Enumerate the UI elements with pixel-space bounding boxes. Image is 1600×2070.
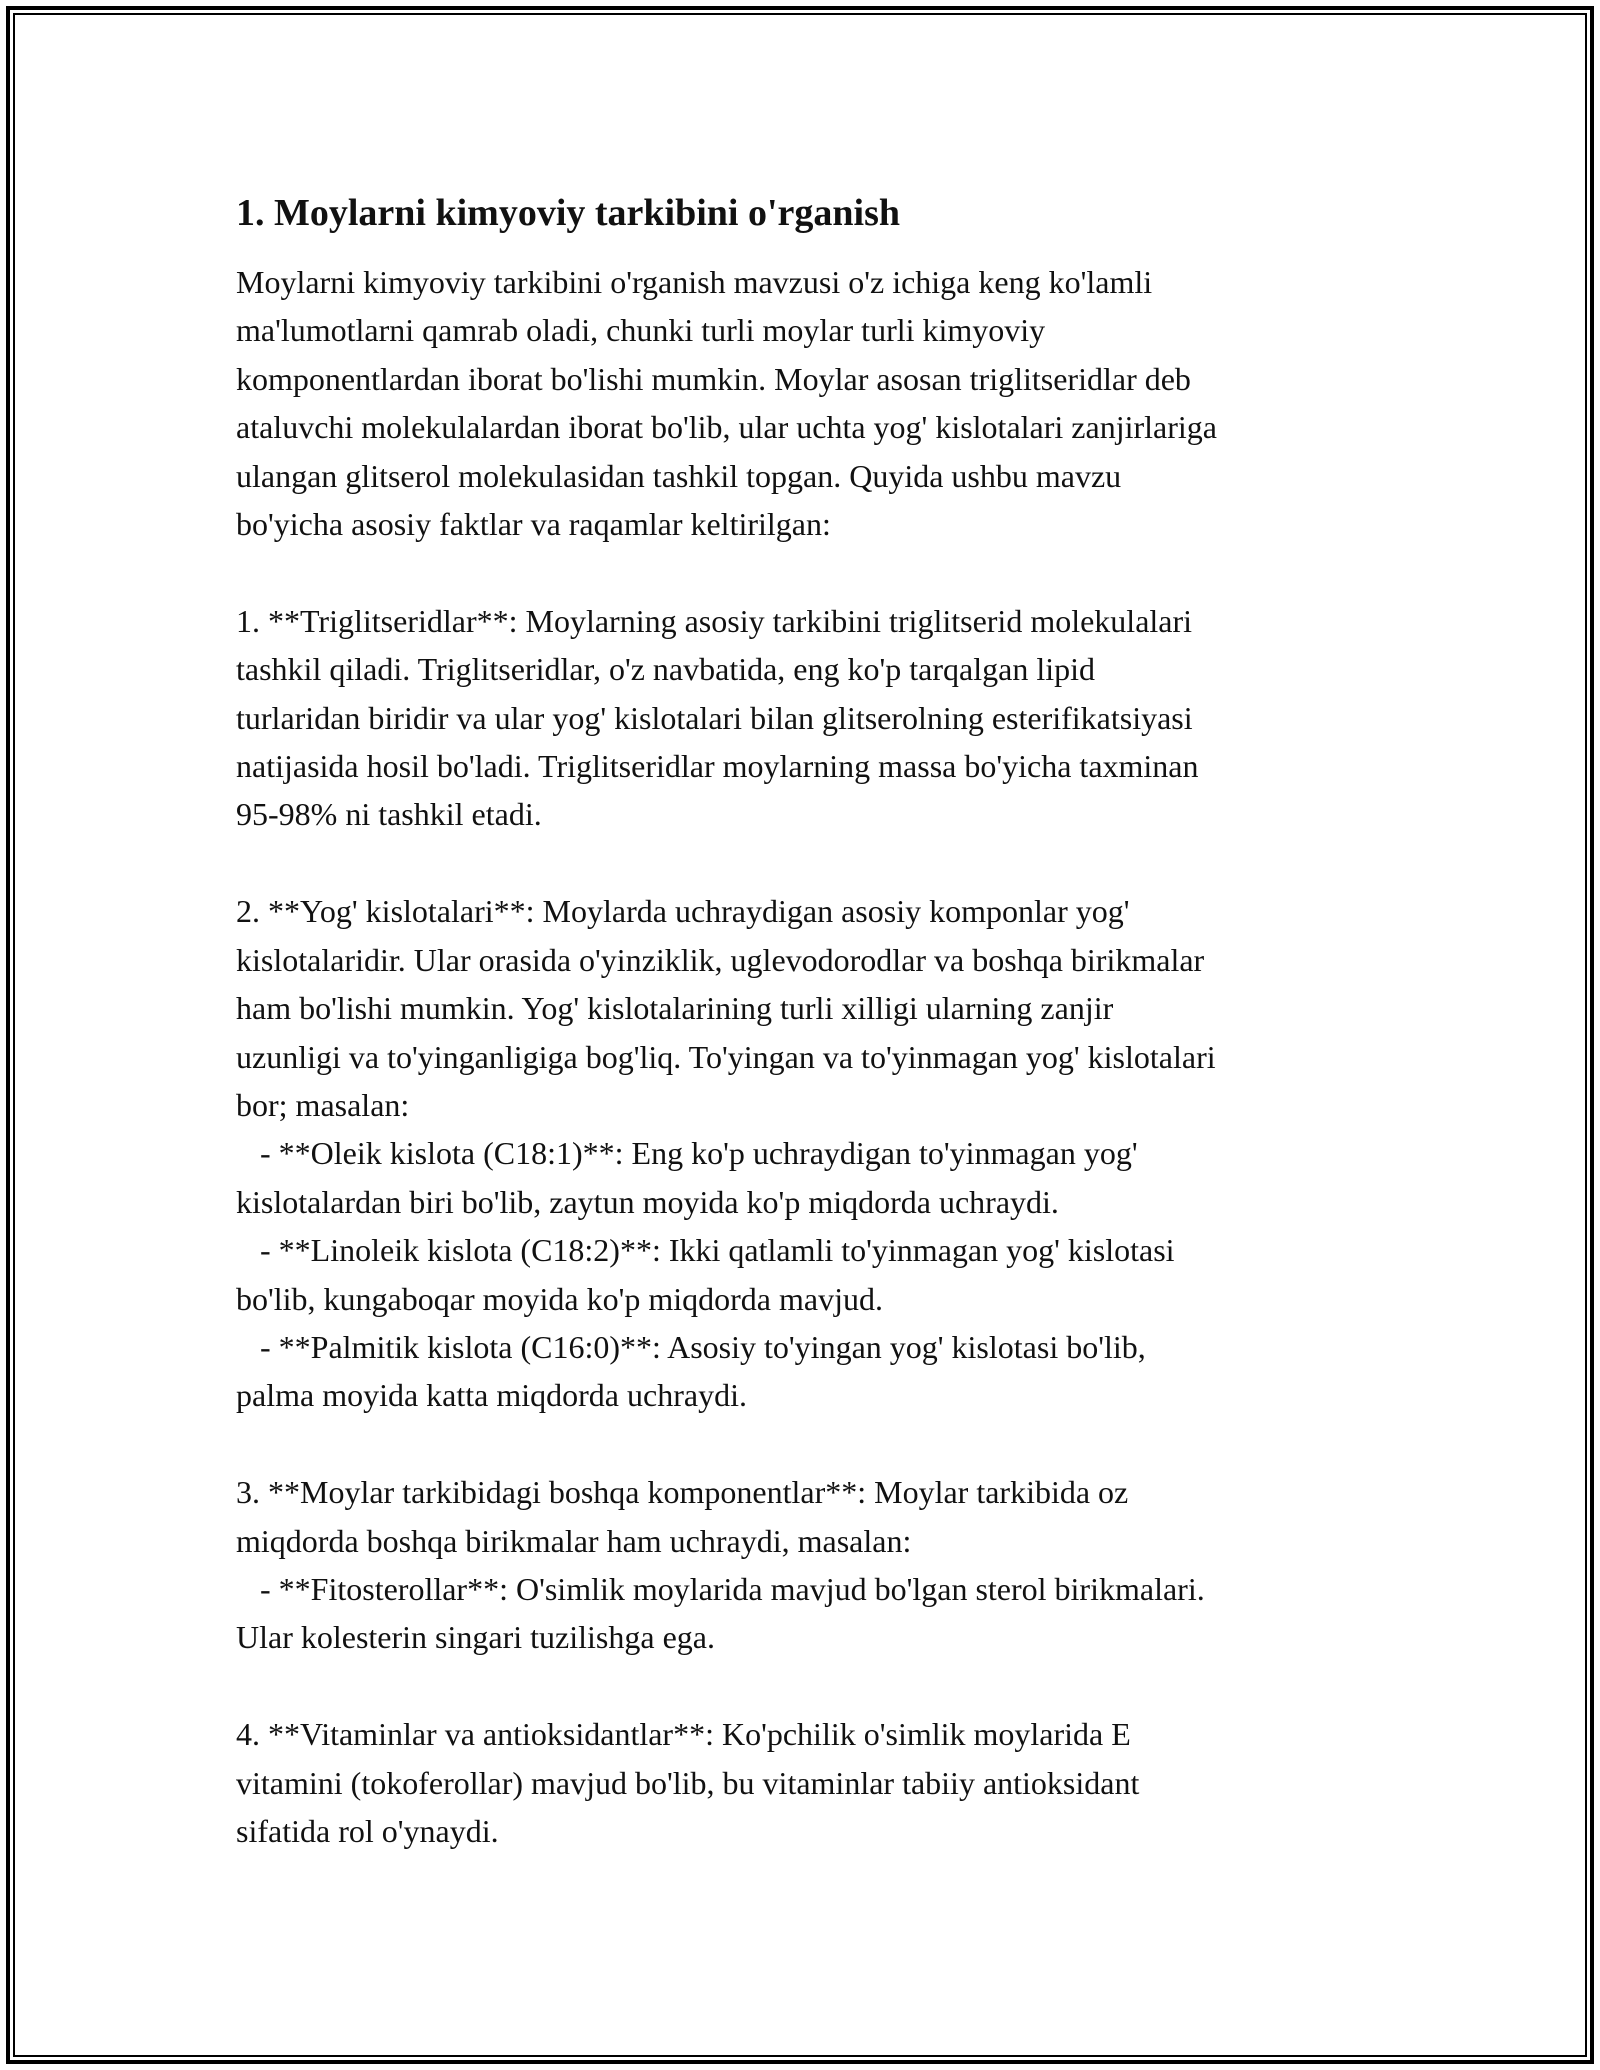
document-title: 1. Moylarni kimyoviy tarkibini o'rganish (236, 192, 901, 234)
document-body: Moylarni kimyoviy tarkibini o'rganish mavzusi o'z ichiga keng ko'lamli ma'lumotlarni qamrab oladi, chunki turli moylar turli kimyoviy komponentlardan iborat bo'lishi mumkin. Moylar asosan triglitseridlar deb ataluvchi molekulalardan iborat bo'lib, ular uchta yog' kislotalari zanjirlariga ulangan glitserol molekulasidan tashkil topgan. Quyida ushbu mavzu bo'yicha asosiy faktlar va raqamlar keltirilgan: 1. **Triglitseridlar**: Moylarning asosiy tarkibini triglitserid molekulalari tashkil qiladi. Triglitseridlar, o'z navbatida, eng ko'p tarqalgan lipid turlaridan biridir va ular yog' kislotalari bilan glitserolning esterifikatsiyasi natijasida hosil bo'ladi. Triglitseridlar moylarning massa bo'yicha taxminan 95-98% ni tashkil etadi. 2. **Yog' kislotalari**: Moylarda uchraydigan asosiy komponlar yog' kislotalaridir. Ular orasida o'yinziklik, uglevodorodlar va boshqa birikmalar ham bo'lishi mumkin. Yog' kislotalarining turli xilligi ularning zanjir uzunligi va to'yinganligiga bog'liq. To'yingan va to'yinmagan yog' kislotalari bor; masalan: - **Oleik kislota (C18:1)**: Eng ko'p uchraydigan to'yinmagan yog' kislotalardan biri bo'lib, zaytun moyida ko'p miqdorda uchraydi. - **Linoleik kislota (C18:2)**: Ikki qatlamli to'yinmagan yog' kislotasi bo'lib, kungaboqar moyida ko'p miqdorda mavjud. - **Palmitik kislota (C16:0)**: Asosiy to'yingan yog' kislotasi bo'lib, palma moyida katta miqdorda uchraydi. 3. **Moylar tarkibidagi boshqa komponentlar**: Moylar tarkibida oz miqdorda boshqa birikmalar ham uchraydi, masalan: - **Fitosterollar**: O'simlik moylarida mavjud bo'lgan sterol birikmalari. Ular kolesterin singari tuzilishga ega. 4. **Vitaminlar va antioksidantlar**: Ko'pchilik o'simlik moylarida E vitamini (tokoferollar) mavjud bo'lib, bu vitaminlar tabiiy antioksidant sifatida rol o'ynaydi. (236, 264, 1217, 1849)
document-content (236, 188, 1376, 1855)
